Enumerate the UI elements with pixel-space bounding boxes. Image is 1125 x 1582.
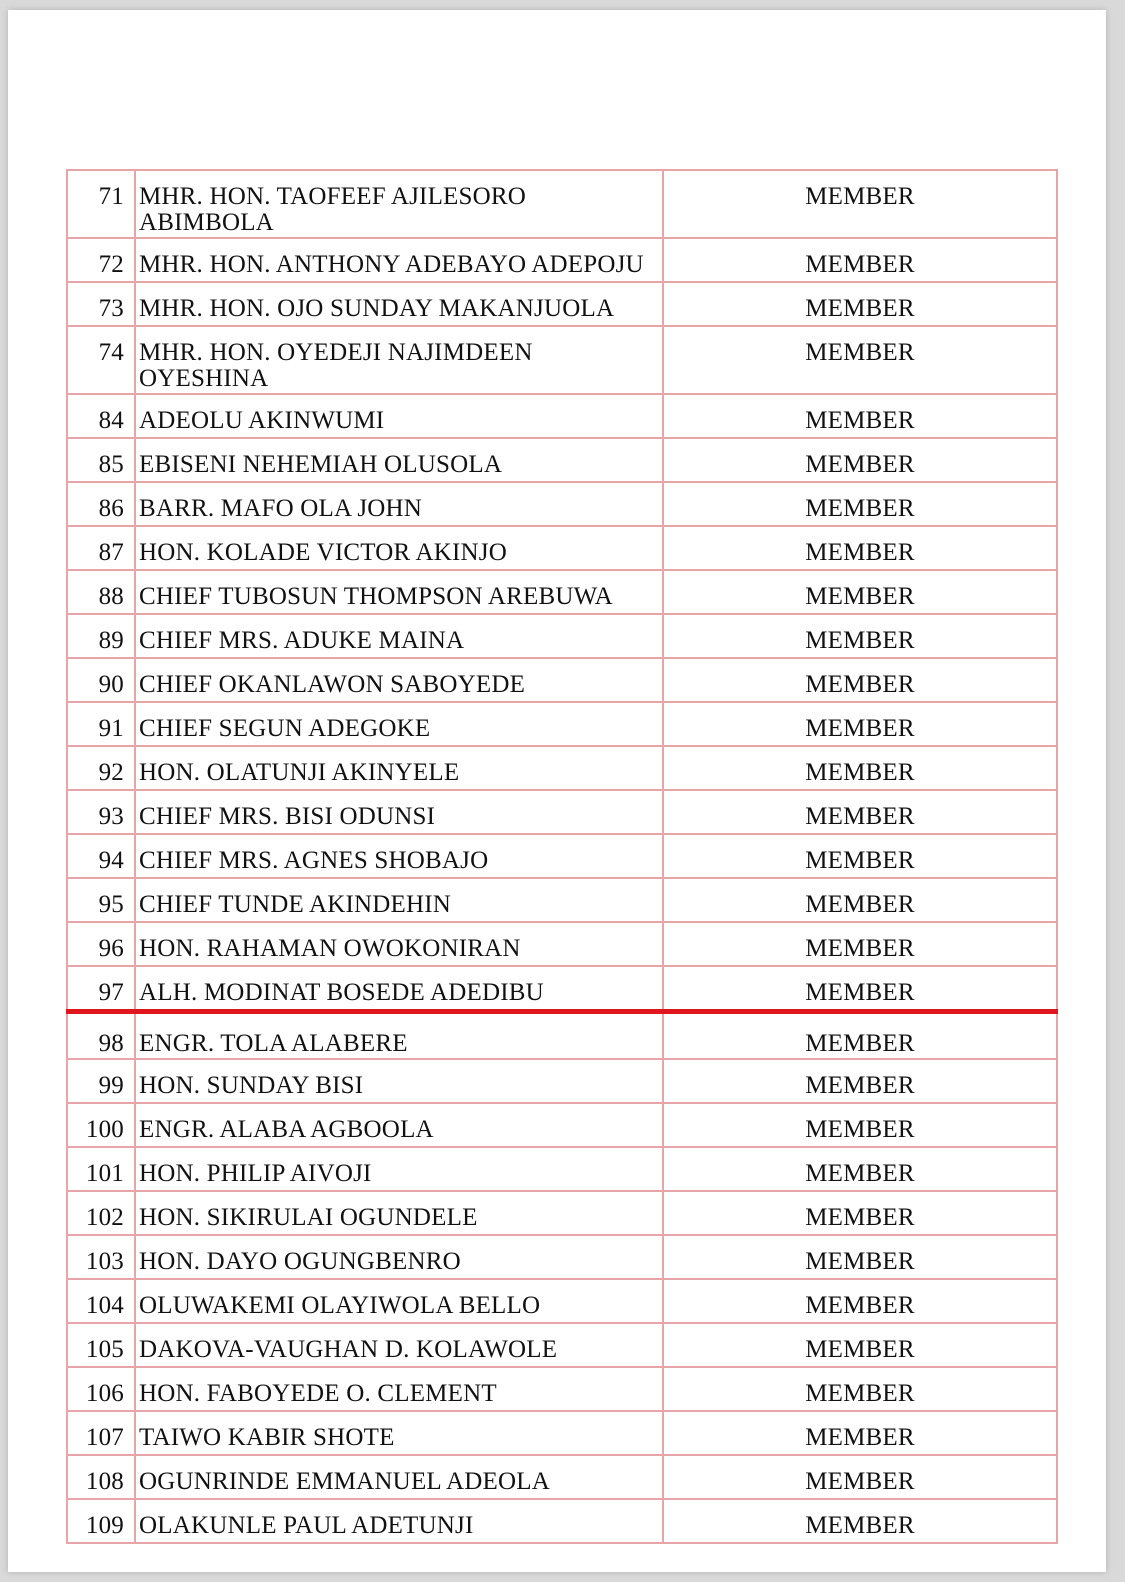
member-role: MEMBER: [663, 438, 1057, 482]
row-number: 74: [67, 326, 135, 394]
member-role: MEMBER: [663, 1147, 1057, 1191]
table-row: [67, 282, 1057, 326]
members-table-body: [67, 170, 1057, 1543]
row-number: 73: [67, 282, 135, 326]
row-number: 99: [67, 1059, 135, 1103]
row-number: 92: [67, 746, 135, 790]
member-name: HON. SIKIRULAI OGUNDELE: [135, 1191, 663, 1235]
row-number: 102: [67, 1191, 135, 1235]
member-role: MEMBER: [663, 1411, 1057, 1455]
table-row: [67, 1103, 1057, 1147]
row-number: 101: [67, 1147, 135, 1191]
member-role: MEMBER: [663, 702, 1057, 746]
member-role: MEMBER: [663, 482, 1057, 526]
member-name: CHIEF TUBOSUN THOMPSON AREBUWA: [135, 570, 663, 614]
member-role: MEMBER: [663, 834, 1057, 878]
table-row: [67, 570, 1057, 614]
row-number: 72: [67, 238, 135, 282]
member-role: MEMBER: [663, 1323, 1057, 1367]
member-name: OLUWAKEMI OLAYIWOLA BELLO: [135, 1279, 663, 1323]
member-role: MEMBER: [663, 658, 1057, 702]
member-name: CHIEF TUNDE AKINDEHIN: [135, 878, 663, 922]
member-name: ALH. MODINAT BOSEDE ADEDIBU: [135, 966, 663, 1012]
member-role: MEMBER: [663, 1235, 1057, 1279]
member-name: ENGR. TOLA ALABERE: [135, 1012, 663, 1060]
member-role: MEMBER: [663, 1455, 1057, 1499]
member-name: TAIWO KABIR SHOTE: [135, 1411, 663, 1455]
member-name: MHR. HON. ANTHONY ADEBAYO ADEPOJU: [135, 238, 663, 282]
table-row: [67, 614, 1057, 658]
member-role: MEMBER: [663, 966, 1057, 1012]
member-name: HON. SUNDAY BISI: [135, 1059, 663, 1103]
member-role: MEMBER: [663, 326, 1057, 394]
row-number: 98: [67, 1012, 135, 1060]
member-role: MEMBER: [663, 282, 1057, 326]
member-name: CHIEF MRS. BISI ODUNSI: [135, 790, 663, 834]
member-role: MEMBER: [663, 1103, 1057, 1147]
member-role: MEMBER: [663, 790, 1057, 834]
row-number: 91: [67, 702, 135, 746]
row-number: 84: [67, 394, 135, 438]
member-role: MEMBER: [663, 922, 1057, 966]
member-name: CHIEF MRS. ADUKE MAINA: [135, 614, 663, 658]
row-number: 86: [67, 482, 135, 526]
member-name: MHR. HON. OYEDEJI NAJIMDEEN OYESHINA: [135, 326, 663, 394]
row-number: 89: [67, 614, 135, 658]
table-row: [67, 1012, 1057, 1060]
member-name: CHIEF SEGUN ADEGOKE: [135, 702, 663, 746]
table-row: [67, 1147, 1057, 1191]
member-role: MEMBER: [663, 878, 1057, 922]
table-row: [67, 702, 1057, 746]
member-name: MHR. HON. OJO SUNDAY MAKANJUOLA: [135, 282, 663, 326]
member-name: HON. KOLADE VICTOR AKINJO: [135, 526, 663, 570]
member-name: ADEOLU AKINWUMI: [135, 394, 663, 438]
row-number: 85: [67, 438, 135, 482]
member-name: HON. DAYO OGUNGBENRO: [135, 1235, 663, 1279]
member-name: MHR. HON. TAOFEEF AJILESORO ABIMBOLA: [135, 170, 663, 238]
member-role: MEMBER: [663, 1367, 1057, 1411]
row-number: 109: [67, 1499, 135, 1543]
table-row: [67, 922, 1057, 966]
table-row: [67, 834, 1057, 878]
table-row: [67, 482, 1057, 526]
row-number: 97: [67, 966, 135, 1012]
table-row: [67, 746, 1057, 790]
member-role: MEMBER: [663, 1059, 1057, 1103]
member-role: MEMBER: [663, 170, 1057, 238]
member-name: ENGR. ALABA AGBOOLA: [135, 1103, 663, 1147]
row-number: 105: [67, 1323, 135, 1367]
row-number: 87: [67, 526, 135, 570]
table-row: [67, 1367, 1057, 1411]
member-name: OGUNRINDE EMMANUEL ADEOLA: [135, 1455, 663, 1499]
table-row: [67, 1499, 1057, 1543]
member-name: OLAKUNLE PAUL ADETUNJI: [135, 1499, 663, 1543]
table-row: [67, 394, 1057, 438]
member-role: MEMBER: [663, 1012, 1057, 1060]
member-role: MEMBER: [663, 570, 1057, 614]
member-name: HON. PHILIP AIVOJI: [135, 1147, 663, 1191]
table-row: [67, 526, 1057, 570]
row-number: 106: [67, 1367, 135, 1411]
row-number: 90: [67, 658, 135, 702]
table-row: [67, 1279, 1057, 1323]
table-row: [67, 1455, 1057, 1499]
row-number: 100: [67, 1103, 135, 1147]
table-row: [67, 790, 1057, 834]
table-row: [67, 1235, 1057, 1279]
member-name: HON. FABOYEDE O. CLEMENT: [135, 1367, 663, 1411]
table-row: [67, 1059, 1057, 1103]
member-name: HON. RAHAMAN OWOKONIRAN: [135, 922, 663, 966]
member-role: MEMBER: [663, 238, 1057, 282]
row-number: 93: [67, 790, 135, 834]
row-number: 108: [67, 1455, 135, 1499]
document-page: [8, 10, 1106, 1572]
row-number: 88: [67, 570, 135, 614]
member-role: MEMBER: [663, 526, 1057, 570]
row-number: 95: [67, 878, 135, 922]
member-name: CHIEF OKANLAWON SABOYEDE: [135, 658, 663, 702]
table-row: [67, 438, 1057, 482]
table-row: [67, 1411, 1057, 1455]
row-number: 103: [67, 1235, 135, 1279]
row-number: 71: [67, 170, 135, 238]
row-number: 107: [67, 1411, 135, 1455]
member-role: MEMBER: [663, 746, 1057, 790]
table-row: [67, 1191, 1057, 1235]
table-row: [67, 878, 1057, 922]
member-name: CHIEF MRS. AGNES SHOBAJO: [135, 834, 663, 878]
table-row: [67, 1323, 1057, 1367]
member-role: MEMBER: [663, 1279, 1057, 1323]
member-role: MEMBER: [663, 1499, 1057, 1543]
row-number: 94: [67, 834, 135, 878]
member-role: MEMBER: [663, 614, 1057, 658]
member-role: MEMBER: [663, 1191, 1057, 1235]
table-row: [67, 238, 1057, 282]
member-role: MEMBER: [663, 394, 1057, 438]
member-name: DAKOVA-VAUGHAN D. KOLAWOLE: [135, 1323, 663, 1367]
member-name: HON. OLATUNJI AKINYELE: [135, 746, 663, 790]
row-number: 104: [67, 1279, 135, 1323]
table-row: [67, 966, 1057, 1012]
table-row: [67, 658, 1057, 702]
member-name: BARR. MAFO OLA JOHN: [135, 482, 663, 526]
members-table: [66, 169, 1058, 1544]
table-row: [67, 170, 1057, 238]
member-name: EBISENI NEHEMIAH OLUSOLA: [135, 438, 663, 482]
table-row: [67, 326, 1057, 394]
row-number: 96: [67, 922, 135, 966]
